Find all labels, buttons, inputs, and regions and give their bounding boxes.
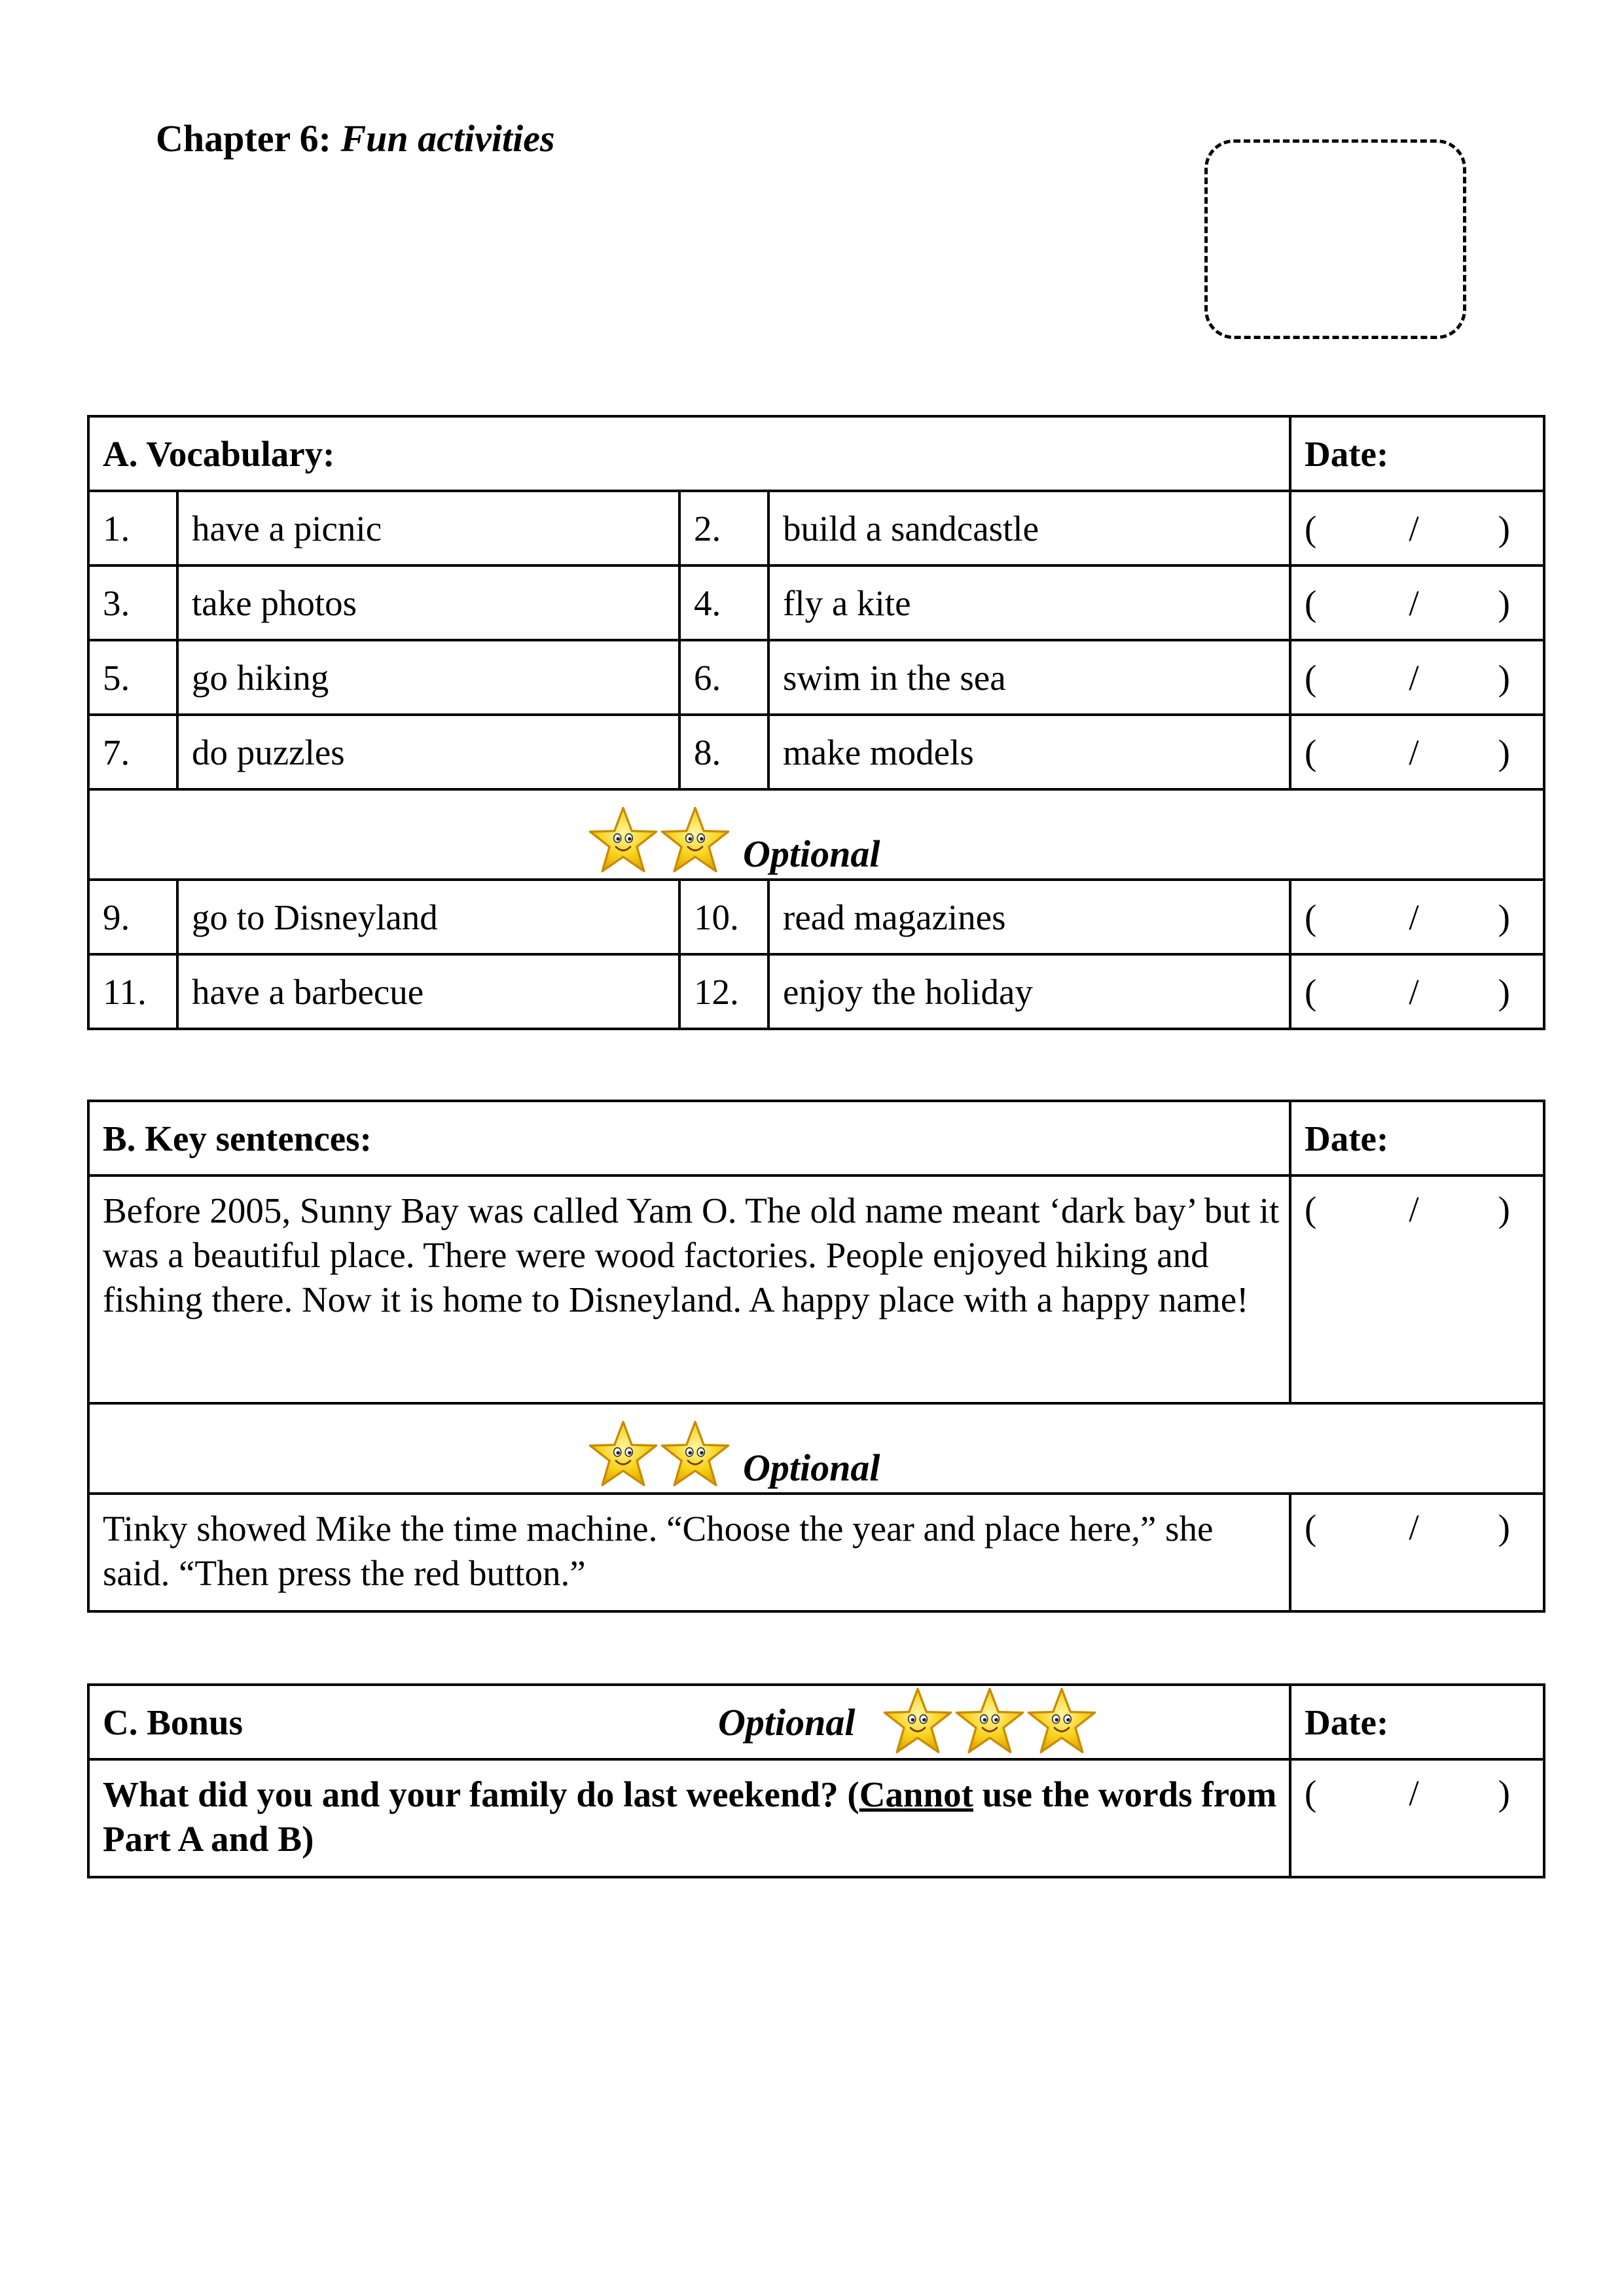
date-slot[interactable]: ( / ) [1290,954,1544,1029]
date-slot[interactable]: ( / ) [1290,1759,1544,1877]
optional-banner [88,1403,1544,1494]
vocabulary-word: fly a kite [768,565,1290,640]
item-number: 12. [679,954,768,1029]
key-sentences-header-row [88,1101,1544,1175]
vocabulary-row [88,491,1544,565]
optional-divider-row [88,789,1544,880]
item-number: 8. [679,715,768,789]
date-slot[interactable]: ( / ) [1290,1175,1544,1403]
chapter-topic: Fun activities [340,117,555,160]
vocabulary-word: enjoy the holiday [768,954,1290,1029]
vocabulary-row [88,880,1544,954]
section-b-date-label: Date: [1290,1101,1544,1175]
date-slot[interactable]: ( / ) [1290,1494,1544,1611]
smiling-star-icon [1026,1686,1098,1758]
stamp-box [1204,139,1466,339]
vocabulary-word: have a barbecue [177,954,679,1029]
vocabulary-word: go hiking [177,640,679,715]
smiling-star-icon [954,1686,1026,1758]
item-number: 11. [88,954,177,1029]
item-number: 6. [679,640,768,715]
optional-label: Optional [743,833,880,875]
vocabulary-word: build a sandcastle [768,491,1290,565]
key-sentences-table [87,1100,1545,1613]
item-number: 1. [88,491,177,565]
vocabulary-row [88,640,1544,715]
vocabulary-word: take photos [177,565,679,640]
smiling-star-icon [659,1419,731,1491]
vocabulary-row [88,954,1544,1029]
section-b-title: B. Key sentences: [88,1101,1290,1175]
date-slot[interactable]: ( / ) [1290,880,1544,954]
bonus-question-row [88,1759,1544,1877]
smiling-star-icon [882,1686,954,1758]
item-number: 5. [88,640,177,715]
date-slot[interactable]: ( / ) [1290,640,1544,715]
item-number: 2. [679,491,768,565]
vocabulary-word: swim in the sea [768,640,1290,715]
vocabulary-table [87,415,1545,1030]
optional-banner [88,789,1544,880]
key-sentences-row [88,1175,1544,1403]
vocabulary-word: do puzzles [177,715,679,789]
optional-label: Optional [743,1446,880,1489]
chapter-title [156,117,555,160]
bonus-table [87,1683,1545,1878]
optional-divider-row [88,1403,1544,1494]
optional-passage: Tinky showed Mike the time machine. “Choose the year and place here,” she said. “Then press the red button.” [88,1494,1290,1611]
item-number: 9. [88,880,177,954]
key-sentences-row [88,1494,1544,1611]
date-slot[interactable]: ( / ) [1290,715,1544,789]
item-number: 10. [679,880,768,954]
vocabulary-word: go to Disneyland [177,880,679,954]
vocabulary-row [88,565,1544,640]
vocabulary-word: make models [768,715,1290,789]
smiling-star-icon [659,805,731,877]
section-c-date-label: Date: [1290,1685,1544,1759]
item-number: 3. [88,565,177,640]
smiling-star-icon [587,1419,659,1491]
vocabulary-word: read magazines [768,880,1290,954]
section-a-date-label: Date: [1290,416,1544,491]
item-number: 4. [679,565,768,640]
vocabulary-row [88,715,1544,789]
bonus-question: What did you and your family do last weekend? (Cannot use the words from Part A and B) [88,1759,1290,1877]
smiling-star-icon [587,805,659,877]
date-slot[interactable]: ( / ) [1290,565,1544,640]
bonus-header-row [88,1685,1544,1759]
section-a-title: A. Vocabulary: [88,416,1290,491]
vocabulary-word: have a picnic [177,491,679,565]
bonus-header-cell [88,1685,1290,1759]
item-number: 7. [88,715,177,789]
key-passage: Before 2005, Sunny Bay was called Yam O. The old name meant ‘dark bay’ but it was a beautiful place. There were wood factories. People enjoyed hiking and fishing there. Now it is home to Disneyland. A happy place with a happy name! [88,1175,1290,1403]
section-c-title: C. Bonus [103,1702,243,1742]
date-slot[interactable]: ( / ) [1290,491,1544,565]
optional-label: Optional [718,1700,856,1744]
chapter-number: Chapter 6: [156,117,331,160]
vocabulary-header-row [88,416,1544,491]
cannot-emphasis: Cannot [859,1774,973,1814]
